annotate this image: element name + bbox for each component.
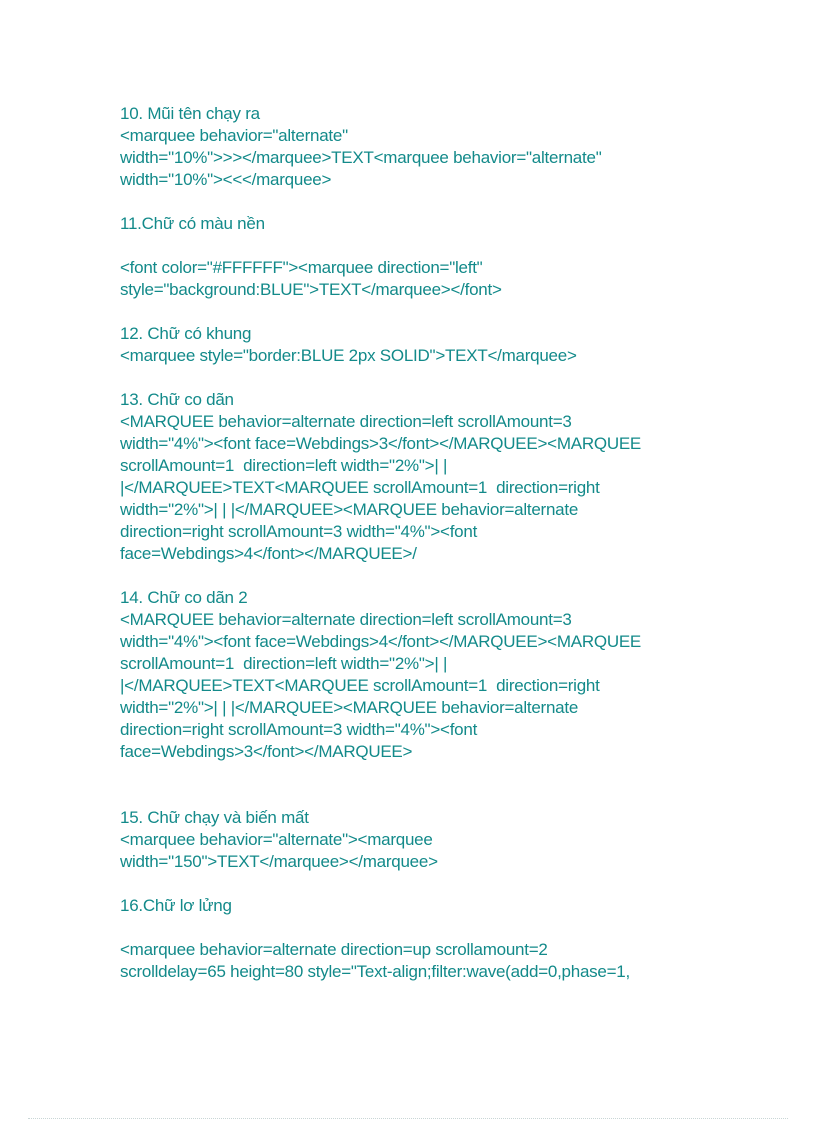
code-line: <marquee behavior="alternate"><marquee xyxy=(120,830,433,849)
code-line: scrollAmount=1 direction=left width="2%">| | xyxy=(120,654,448,673)
code-line: width="4%"><font face=Webdings>4</font></MARQUEE><MARQUEE xyxy=(120,632,642,651)
code-line: width="10%">>></marquee>TEXT<marquee behavior="alternate" xyxy=(120,148,602,167)
code-line: scrolldelay=65 height=80 style="Text-align;filter:wave(add=0,phase=1, xyxy=(120,962,630,981)
spacer xyxy=(120,917,780,939)
document-page xyxy=(120,103,780,983)
spacer xyxy=(120,565,780,587)
code-line: direction=right scrollAmount=3 width="4%"><font xyxy=(120,720,478,739)
code-line: direction=right scrollAmount=3 width="4%"><font xyxy=(120,522,478,541)
spacer xyxy=(120,763,780,807)
code-line: <MARQUEE behavior=alternate direction=left scrollAmount=3 xyxy=(120,412,572,431)
section-title: 13. Chữ co dãn xyxy=(120,390,234,409)
section-16 xyxy=(120,895,780,983)
spacer xyxy=(120,301,780,323)
section-15 xyxy=(120,807,780,873)
section-title: 10. Mũi tên chạy ra xyxy=(120,104,260,123)
code-line: <marquee behavior="alternate" xyxy=(120,126,348,145)
code-line: <marquee behavior=alternate direction=up scrollamount=2 xyxy=(120,940,548,959)
page-bottom-divider xyxy=(28,1118,788,1119)
section-title: 15. Chữ chạy và biến mất xyxy=(120,808,309,827)
code-line: scrollAmount=1 direction=left width="2%">| | xyxy=(120,456,448,475)
section-10 xyxy=(120,103,780,191)
spacer xyxy=(120,191,780,213)
code-line: <font color="#FFFFFF"><marquee direction="left" xyxy=(120,258,483,277)
section-title: 16.Chữ lơ lửng xyxy=(120,896,232,915)
section-14 xyxy=(120,587,780,763)
section-13 xyxy=(120,389,780,565)
section-title: 14. Chữ co dãn 2 xyxy=(120,588,248,607)
code-line: face=Webdings>4</font></MARQUEE>/ xyxy=(120,544,417,563)
code-line: width="10%"><<</marquee> xyxy=(120,170,332,189)
code-line: <MARQUEE behavior=alternate direction=left scrollAmount=3 xyxy=(120,610,572,629)
code-line: face=Webdings>3</font></MARQUEE> xyxy=(120,742,413,761)
code-line: <marquee style="border:BLUE 2px SOLID">TEXT</marquee> xyxy=(120,346,577,365)
code-line: |</MARQUEE>TEXT<MARQUEE scrollAmount=1 direction=right xyxy=(120,676,600,695)
code-line: style="background:BLUE">TEXT</marquee></font> xyxy=(120,280,502,299)
section-title: 11.Chữ có màu nền xyxy=(120,214,265,233)
spacer xyxy=(120,367,780,389)
spacer xyxy=(120,873,780,895)
section-12 xyxy=(120,323,780,367)
section-title: 12. Chữ có khung xyxy=(120,324,252,343)
code-line: |</MARQUEE>TEXT<MARQUEE scrollAmount=1 direction=right xyxy=(120,478,600,497)
code-line: width="2%">| | |</MARQUEE><MARQUEE behavior=alternate xyxy=(120,698,579,717)
spacer xyxy=(120,235,780,257)
code-line: width="2%">| | |</MARQUEE><MARQUEE behavior=alternate xyxy=(120,500,579,519)
code-line: width="150">TEXT</marquee></marquee> xyxy=(120,852,438,871)
code-line: width="4%"><font face=Webdings>3</font></MARQUEE><MARQUEE xyxy=(120,434,642,453)
section-11 xyxy=(120,213,780,301)
